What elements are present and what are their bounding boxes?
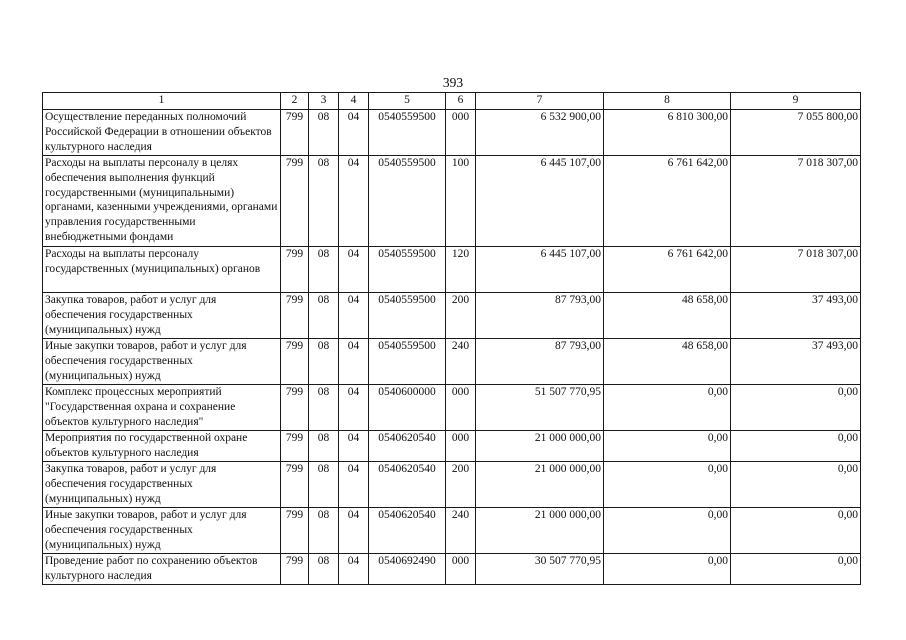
row-name: Расходы на выплаты персоналу государственных (муниципальных) органов bbox=[43, 247, 281, 293]
row-name: Осуществление переданных полномочий Российской Федерации в отношении объектов культурного наследия bbox=[43, 110, 281, 156]
code-col3: 08 bbox=[309, 431, 339, 462]
amount-col9: 0,00 bbox=[731, 554, 861, 585]
table-row bbox=[43, 554, 861, 585]
code-col3: 08 bbox=[309, 462, 339, 508]
amount-col8: 48 658,00 bbox=[604, 293, 731, 339]
code-col4: 04 bbox=[339, 156, 369, 247]
code-col2: 799 bbox=[281, 293, 309, 339]
column-header: 4 bbox=[339, 93, 369, 110]
code-col4: 04 bbox=[339, 247, 369, 293]
column-header: 2 bbox=[281, 93, 309, 110]
code-col6: 200 bbox=[446, 293, 476, 339]
page-number: 393 bbox=[442, 75, 464, 90]
code-col6: 000 bbox=[446, 385, 476, 431]
row-name: Расходы на выплаты персоналу в целях обеспечения выполнения функций государственными (муниципальными) органами, казенными учреждениями, органами управления государственными внебюджетными фондами bbox=[43, 156, 281, 247]
amount-col9: 37 493,00 bbox=[731, 339, 861, 385]
amount-col8: 0,00 bbox=[604, 431, 731, 462]
row-name: Закупка товаров, работ и услуг для обеспечения государственных (муниципальных) нужд bbox=[43, 462, 281, 508]
column-header: 8 bbox=[604, 93, 731, 110]
code-col6: 100 bbox=[446, 156, 476, 247]
code-col2: 799 bbox=[281, 110, 309, 156]
row-name: Иные закупки товаров, работ и услуг для обеспечения государственных (муниципальных) нужд bbox=[43, 508, 281, 554]
table-row bbox=[43, 293, 861, 339]
row-name: Закупка товаров, работ и услуг для обеспечения государственных (муниципальных) нужд bbox=[43, 293, 281, 339]
code-col6: 000 bbox=[446, 431, 476, 462]
amount-col8: 48 658,00 bbox=[604, 339, 731, 385]
table-row bbox=[43, 431, 861, 462]
code-col4: 04 bbox=[339, 462, 369, 508]
amount-col9: 7 055 800,00 bbox=[731, 110, 861, 156]
row-name: Мероприятия по государственной охране объектов культурного наследия bbox=[43, 431, 281, 462]
amount-col7: 21 000 000,00 bbox=[476, 508, 604, 554]
amount-col7: 87 793,00 bbox=[476, 293, 604, 339]
amount-col7: 87 793,00 bbox=[476, 339, 604, 385]
header-row bbox=[43, 93, 861, 110]
amount-col8: 0,00 bbox=[604, 554, 731, 585]
amount-col8: 0,00 bbox=[604, 462, 731, 508]
table-row bbox=[43, 110, 861, 156]
row-name: Проведение работ по сохранению объектов культурного наследия bbox=[43, 554, 281, 585]
code-col5: 0540692490 bbox=[369, 554, 446, 585]
amount-col8: 6 810 300,00 bbox=[604, 110, 731, 156]
row-name: Иные закупки товаров, работ и услуг для обеспечения государственных (муниципальных) нужд bbox=[43, 339, 281, 385]
amount-col7: 6 445 107,00 bbox=[476, 247, 604, 293]
code-col6: 000 bbox=[446, 554, 476, 585]
code-col2: 799 bbox=[281, 156, 309, 247]
amount-col8: 0,00 bbox=[604, 385, 731, 431]
amount-col7: 6 445 107,00 bbox=[476, 156, 604, 247]
amount-col9: 0,00 bbox=[731, 508, 861, 554]
code-col3: 08 bbox=[309, 156, 339, 247]
amount-col7: 6 532 900,00 bbox=[476, 110, 604, 156]
table-row bbox=[43, 462, 861, 508]
code-col3: 08 bbox=[309, 554, 339, 585]
code-col2: 799 bbox=[281, 508, 309, 554]
amount-col7: 21 000 000,00 bbox=[476, 431, 604, 462]
code-col5: 0540620540 bbox=[369, 431, 446, 462]
amount-col8: 6 761 642,00 bbox=[604, 247, 731, 293]
table-row bbox=[43, 339, 861, 385]
amount-col8: 6 761 642,00 bbox=[604, 156, 731, 247]
code-col3: 08 bbox=[309, 508, 339, 554]
column-header: 3 bbox=[309, 93, 339, 110]
code-col2: 799 bbox=[281, 339, 309, 385]
column-header: 1 bbox=[43, 93, 281, 110]
code-col2: 799 bbox=[281, 247, 309, 293]
code-col6: 000 bbox=[446, 110, 476, 156]
column-header: 7 bbox=[476, 93, 604, 110]
amount-col9: 7 018 307,00 bbox=[731, 156, 861, 247]
row-name: Комплекс процессных мероприятий "Государственная охрана и сохранение объектов культурного наследия" bbox=[43, 385, 281, 431]
code-col2: 799 bbox=[281, 462, 309, 508]
amount-col9: 7 018 307,00 bbox=[731, 247, 861, 293]
budget-table bbox=[42, 92, 861, 585]
table-row bbox=[43, 385, 861, 431]
code-col4: 04 bbox=[339, 293, 369, 339]
amount-col7: 21 000 000,00 bbox=[476, 462, 604, 508]
amount-col9: 0,00 bbox=[731, 462, 861, 508]
table-row bbox=[43, 508, 861, 554]
amount-col7: 30 507 770,95 bbox=[476, 554, 604, 585]
amount-col7: 51 507 770,95 bbox=[476, 385, 604, 431]
code-col5: 0540559500 bbox=[369, 293, 446, 339]
amount-col9: 37 493,00 bbox=[731, 293, 861, 339]
code-col5: 0540559500 bbox=[369, 247, 446, 293]
code-col4: 04 bbox=[339, 554, 369, 585]
code-col4: 04 bbox=[339, 339, 369, 385]
code-col6: 120 bbox=[446, 247, 476, 293]
table-row bbox=[43, 156, 861, 247]
code-col4: 04 bbox=[339, 110, 369, 156]
amount-col9: 0,00 bbox=[731, 431, 861, 462]
table-row bbox=[43, 247, 861, 293]
code-col2: 799 bbox=[281, 554, 309, 585]
code-col3: 08 bbox=[309, 293, 339, 339]
code-col3: 08 bbox=[309, 110, 339, 156]
code-col3: 08 bbox=[309, 247, 339, 293]
code-col5: 0540559500 bbox=[369, 110, 446, 156]
code-col5: 0540559500 bbox=[369, 156, 446, 247]
code-col5: 0540600000 bbox=[369, 385, 446, 431]
code-col6: 200 bbox=[446, 462, 476, 508]
code-col6: 240 bbox=[446, 508, 476, 554]
amount-col9: 0,00 bbox=[731, 385, 861, 431]
code-col3: 08 bbox=[309, 385, 339, 431]
code-col5: 0540559500 bbox=[369, 339, 446, 385]
code-col4: 04 bbox=[339, 385, 369, 431]
code-col4: 04 bbox=[339, 431, 369, 462]
code-col6: 240 bbox=[446, 339, 476, 385]
code-col3: 08 bbox=[309, 339, 339, 385]
amount-col8: 0,00 bbox=[604, 508, 731, 554]
code-col5: 0540620540 bbox=[369, 508, 446, 554]
code-col2: 799 bbox=[281, 385, 309, 431]
column-header: 9 bbox=[731, 93, 861, 110]
column-header: 5 bbox=[369, 93, 446, 110]
code-col5: 0540620540 bbox=[369, 462, 446, 508]
code-col2: 799 bbox=[281, 431, 309, 462]
column-header: 6 bbox=[446, 93, 476, 110]
code-col4: 04 bbox=[339, 508, 369, 554]
